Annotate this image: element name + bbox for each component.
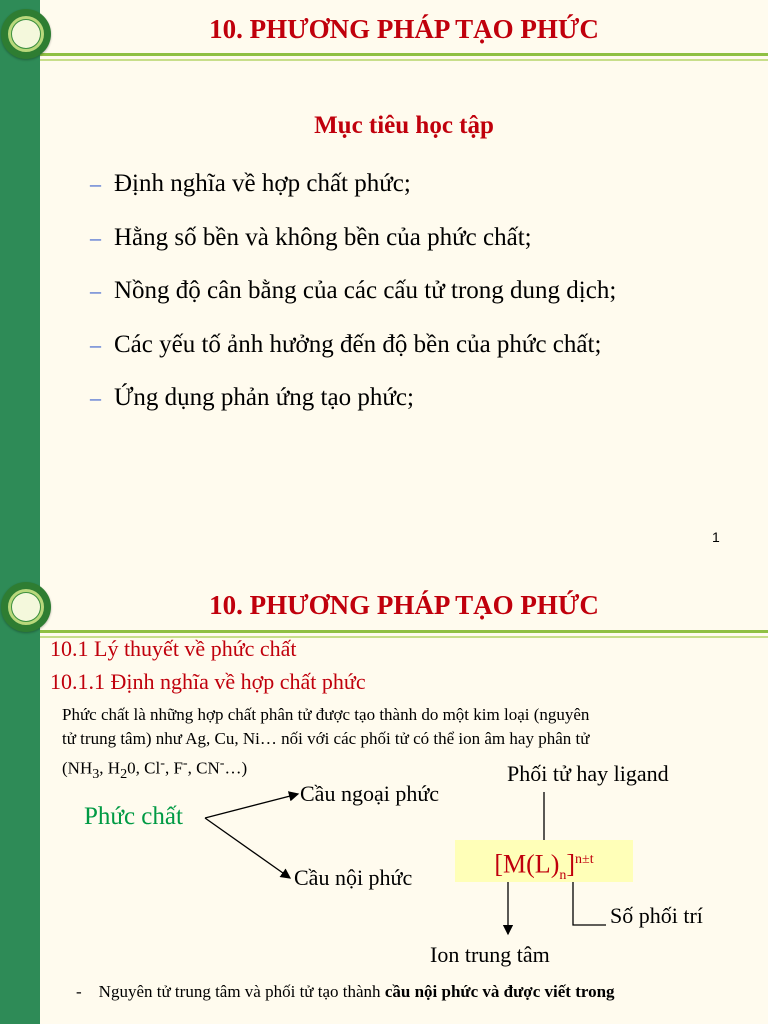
paragraph-line: ($NH_3$, $H_20$, Cl-, F-, CN-…): [62, 755, 248, 783]
slide-title: 10. PHƯƠNG PHÁP TẠO PHỨC: [209, 14, 599, 44]
list-item: [90, 170, 616, 224]
bullet-dash: –: [90, 278, 101, 303]
outer-sphere-label: Cầu ngoại phức: [300, 781, 440, 806]
coordination-number-label: Số phối trí: [610, 903, 703, 928]
complex-label: Phức chất: [84, 803, 183, 830]
list-item-text: Định nghĩa về hợp chất phức;: [114, 170, 411, 197]
list-item-text: Ứng dụng phản ứng tạo phức;: [114, 384, 414, 411]
diagram-connectors: [0, 570, 768, 1024]
bullet-dash: –: [90, 171, 101, 196]
bottom-note: - Nguyên tử trung tâm và phối tử tạo thành cầu nội phức và được viết trong: [76, 982, 615, 1001]
bullet-dash: –: [90, 331, 101, 357]
bullet-dash: –: [90, 224, 101, 250]
coordination-connector: [573, 882, 606, 925]
list-item: [90, 224, 616, 278]
slide-title: 10. PHƯƠNG PHÁP TẠO PHỨC: [209, 590, 599, 620]
subsection-heading: 10.1.1 Định nghĩa về hợp chất phức: [50, 669, 366, 694]
arrow-to-inner-sphere: [205, 818, 290, 878]
paragraph-line: tử trung tâm) như Ag, Cu, Ni… nối với các phối tử có thể ion âm hay phân tử: [62, 729, 590, 748]
list-item-text: Hằng số bền và không bền của phức chất;: [114, 223, 532, 251]
inner-sphere-label: Cầu nội phức: [294, 865, 413, 890]
page-number: 1: [712, 529, 720, 545]
list-item: [90, 277, 616, 331]
header-rule-thin: [40, 59, 768, 61]
arrow-to-outer-sphere: [205, 794, 298, 818]
complex-formula: $[M(L)_n]^{n\pm t}$: [455, 840, 633, 882]
list-item-text: Nồng độ cân bằng của các cấu tử trong dung dịch;: [114, 277, 617, 304]
list-item: [90, 384, 616, 438]
slide-subtitle: Mục tiêu học tập: [314, 112, 494, 139]
side-gutter: [0, 0, 40, 570]
ligand-label: Phối tử hay ligand: [507, 761, 669, 786]
central-ion-label: Ion trung tâm: [430, 942, 550, 967]
bullet-dash: –: [90, 385, 101, 410]
slide-2: [0, 570, 768, 1024]
list-item-text: Các yếu tố ảnh hưởng đến độ bền của phức chất;: [114, 330, 602, 358]
section-heading: 10.1 Lý thuyết về phức chất: [50, 636, 297, 661]
objective-list: [90, 170, 616, 438]
header-rule: [40, 53, 768, 56]
paragraph-line: Phức chất là những hợp chất phân tử được tạo thành do một kim loại (nguyên: [62, 705, 590, 724]
list-item: [90, 331, 616, 385]
